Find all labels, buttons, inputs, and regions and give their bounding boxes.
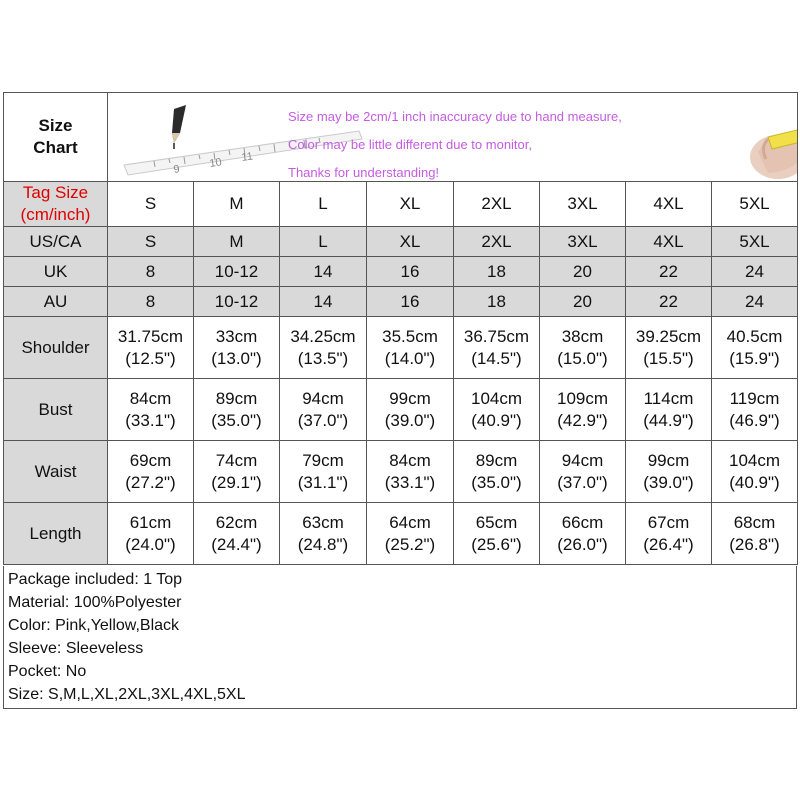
table-cell — [626, 317, 712, 379]
table-cell: 24 — [712, 257, 798, 287]
row-label-uk: UK — [4, 257, 108, 287]
cm-value: 64cm — [389, 512, 431, 532]
cm-value: 69cm — [129, 450, 172, 470]
table-cell: 10-12 — [194, 257, 280, 287]
table-cell — [367, 503, 454, 565]
table-cell: 16 — [367, 287, 454, 317]
inch-value: (13.0") — [211, 348, 262, 368]
header-row — [4, 93, 798, 182]
table-cell — [454, 503, 540, 565]
table-cell — [194, 441, 280, 503]
table-cell: 20 — [540, 287, 626, 317]
inch-value: (25.2") — [384, 534, 436, 554]
inch-value: (14.5") — [471, 348, 522, 368]
inch-value: (14.0") — [384, 348, 436, 368]
inch-value: (35.0") — [471, 472, 522, 492]
table-cell: 16 — [367, 257, 454, 287]
table-cell: 22 — [626, 287, 712, 317]
cm-value: 89cm — [475, 450, 518, 470]
info-pocket: Pocket: No — [8, 663, 87, 680]
table-cell — [454, 317, 540, 379]
info-material: Material: 100%Polyester — [8, 594, 182, 611]
cm-value: 61cm — [129, 512, 172, 532]
row-label-au: AU — [4, 287, 108, 317]
title-line-1: Size — [38, 116, 73, 135]
table-cell — [540, 441, 626, 503]
inch-value: (26.4") — [643, 534, 694, 554]
tag-size-cell: S — [108, 182, 194, 227]
table-cell — [108, 317, 194, 379]
table-cell — [194, 317, 280, 379]
inch-value: (26.0") — [557, 534, 608, 554]
table-cell — [712, 379, 798, 441]
inch-value: (26.8") — [729, 534, 780, 554]
cm-value: 74cm — [215, 450, 258, 470]
table-cell — [108, 503, 194, 565]
table-row — [4, 257, 798, 287]
info-color: Color: Pink,Yellow,Black — [8, 617, 180, 634]
table-cell — [367, 379, 454, 441]
ruler-number-10: 10 — [208, 156, 223, 170]
table-cell — [280, 503, 367, 565]
tag-size-cell: L — [280, 182, 367, 227]
table-cell: 18 — [454, 287, 540, 317]
table-cell: 14 — [280, 287, 367, 317]
table-cell: S — [108, 227, 194, 257]
cm-value: 79cm — [302, 450, 344, 470]
inch-value: (12.5") — [125, 348, 176, 368]
table-row — [4, 287, 798, 317]
tag-size-label — [4, 182, 108, 227]
table-cell — [367, 317, 454, 379]
table-cell — [194, 379, 280, 441]
tag-size-label-line-1: Tag Size — [22, 183, 89, 202]
tag-size-row — [4, 182, 798, 227]
cm-value: 36.75cm — [463, 326, 530, 346]
title-line-2: Chart — [33, 138, 78, 157]
table-row — [4, 503, 798, 565]
table-cell: 22 — [626, 257, 712, 287]
table-cell: 18 — [454, 257, 540, 287]
inch-value: (33.1") — [384, 472, 436, 492]
table-row — [4, 379, 798, 441]
table-cell — [108, 441, 194, 503]
inch-value: (24.0") — [125, 534, 176, 554]
cm-value: 66cm — [561, 512, 604, 532]
table-cell — [194, 503, 280, 565]
cm-value: 94cm — [302, 388, 344, 408]
cm-value: 34.25cm — [290, 326, 356, 346]
cm-value: 99cm — [647, 450, 690, 470]
measuring-tape-hand-icon — [738, 97, 797, 181]
cm-value: 89cm — [215, 388, 258, 408]
table-cell — [280, 379, 367, 441]
tag-size-cell: 5XL — [712, 182, 798, 227]
cm-value: 94cm — [561, 450, 604, 470]
notice-line-3: Thanks for understanding! — [288, 165, 440, 180]
table-cell: 20 — [540, 257, 626, 287]
inch-value: (29.1") — [211, 472, 262, 492]
cm-value: 84cm — [129, 388, 172, 408]
table-cell: 5XL — [712, 227, 798, 257]
notice-line-1: Size may be 2cm/1 inch inaccuracy due to hand measure, — [288, 109, 622, 124]
table-cell: 4XL — [626, 227, 712, 257]
inch-value: (15.9") — [729, 348, 780, 368]
table-cell — [454, 441, 540, 503]
row-label-us-ca: US/CA — [4, 227, 108, 257]
table-cell — [626, 379, 712, 441]
cm-value: 67cm — [647, 512, 690, 532]
inch-value: (13.5") — [297, 348, 349, 368]
table-cell — [626, 503, 712, 565]
cm-value: 65cm — [475, 512, 518, 532]
cm-value: 31.75cm — [117, 326, 184, 346]
size-chart-title — [4, 93, 108, 182]
inch-value: (33.1") — [125, 410, 176, 430]
info-sizes: Size: S,M,L,XL,2XL,3XL,4XL,5XL — [8, 686, 246, 703]
table-cell — [712, 503, 798, 565]
inch-value: (40.9") — [471, 410, 522, 430]
inch-value: (39.0") — [384, 410, 436, 430]
row-label-bust: Bust — [4, 379, 108, 441]
inch-value: (35.0") — [211, 410, 262, 430]
cm-value: 38cm — [561, 326, 604, 346]
cm-value: 40.5cm — [726, 326, 783, 346]
inch-value: (24.4") — [211, 534, 262, 554]
cm-value: 35.5cm — [382, 326, 438, 346]
cm-value: 84cm — [389, 450, 431, 470]
table-cell: XL — [367, 227, 454, 257]
table-cell — [540, 503, 626, 565]
row-label-waist: Waist — [4, 441, 108, 503]
tag-size-cell: XL — [367, 182, 454, 227]
inch-value: (37.0") — [557, 472, 608, 492]
tag-size-cell: 2XL — [454, 182, 540, 227]
cm-value: 119cm — [729, 388, 780, 408]
cm-value: 109cm — [556, 388, 609, 408]
table-cell — [367, 441, 454, 503]
table-cell — [626, 441, 712, 503]
table-row — [4, 317, 798, 379]
tag-size-cell: 3XL — [540, 182, 626, 227]
product-info-box — [3, 566, 797, 709]
table-cell — [280, 441, 367, 503]
cm-value: 104cm — [728, 450, 781, 470]
table-cell: 8 — [108, 287, 194, 317]
inch-value: (15.5") — [643, 348, 694, 368]
ruler-number-9: 9 — [172, 163, 181, 176]
table-cell — [108, 379, 194, 441]
inch-value: (46.9") — [729, 410, 780, 430]
table-cell — [454, 379, 540, 441]
table-cell: M — [194, 227, 280, 257]
tag-size-cell: M — [194, 182, 280, 227]
cm-value: 68cm — [733, 512, 776, 532]
inch-value: (37.0") — [297, 410, 349, 430]
inch-value: (15.0") — [557, 348, 608, 368]
cm-value: 62cm — [215, 512, 258, 532]
table-row — [4, 441, 798, 503]
table-cell: 24 — [712, 287, 798, 317]
size-chart-table — [3, 92, 798, 565]
inch-value: (27.2") — [125, 472, 176, 492]
table-cell: 3XL — [540, 227, 626, 257]
row-label-shoulder: Shoulder — [4, 317, 108, 379]
cm-value: 33cm — [215, 326, 258, 346]
table-cell: 14 — [280, 257, 367, 287]
notice-text — [288, 103, 708, 181]
table-row — [4, 227, 798, 257]
ruler-number-11: 11 — [240, 150, 254, 164]
info-package: Package included: 1 Top — [8, 571, 183, 588]
inch-value: (42.9") — [557, 410, 608, 430]
table-cell: L — [280, 227, 367, 257]
table-cell — [712, 317, 798, 379]
info-sleeve: Sleeve: Sleeveless — [8, 640, 144, 657]
notice-line-2: Color may be little different due to monitor, — [288, 137, 532, 152]
table-cell — [712, 441, 798, 503]
row-label-length: Length — [4, 503, 108, 565]
cm-value: 99cm — [389, 388, 431, 408]
inch-value: (44.9") — [643, 410, 694, 430]
table-cell — [540, 317, 626, 379]
table-cell — [540, 379, 626, 441]
table-cell: 8 — [108, 257, 194, 287]
cm-value: 114cm — [643, 388, 694, 408]
table-cell: 2XL — [454, 227, 540, 257]
notice-banner — [108, 93, 798, 182]
inch-value: (24.8") — [297, 534, 349, 554]
tag-size-cell: 4XL — [626, 182, 712, 227]
inch-value: (40.9") — [729, 472, 780, 492]
inch-value: (39.0") — [643, 472, 694, 492]
cm-value: 104cm — [470, 388, 523, 408]
table-cell — [280, 317, 367, 379]
inch-value: (31.1") — [297, 472, 349, 492]
table-cell: 10-12 — [194, 287, 280, 317]
tag-size-label-line-2: (cm/inch) — [20, 205, 91, 224]
cm-value: 39.25cm — [635, 326, 702, 346]
cm-value: 63cm — [302, 512, 344, 532]
inch-value: (25.6") — [471, 534, 522, 554]
